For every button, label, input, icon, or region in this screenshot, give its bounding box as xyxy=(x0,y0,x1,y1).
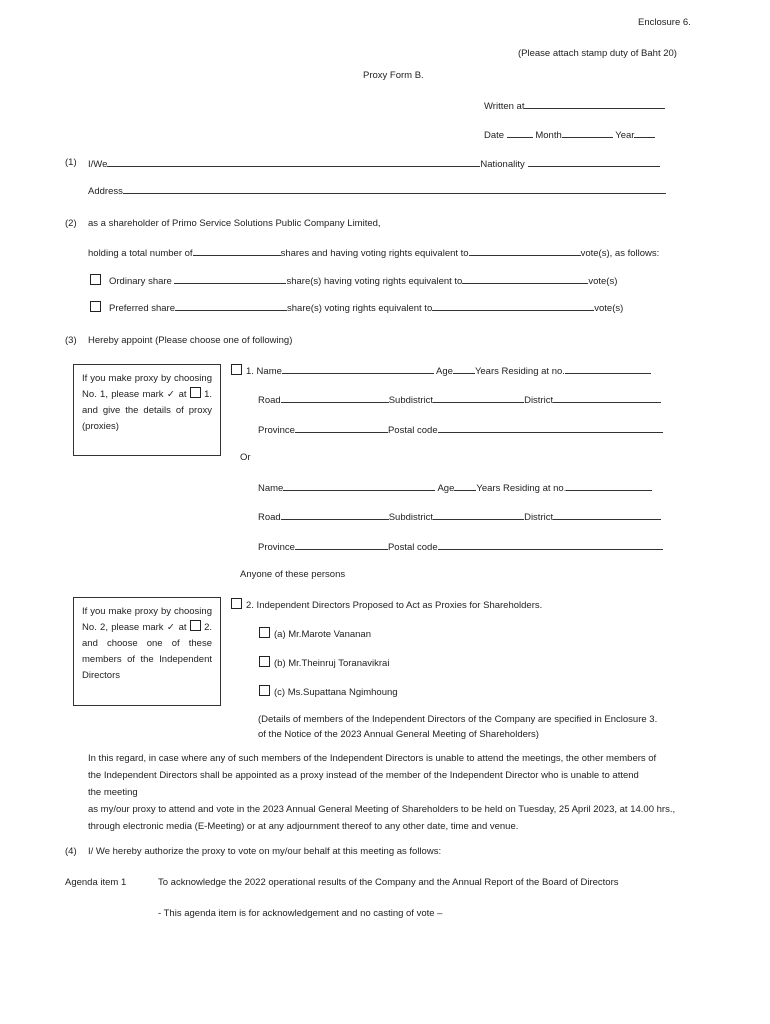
regard-line-5: through electronic media (E-Meeting) or at any adjournment thereof to any other date, time and venue. xyxy=(88,821,519,832)
proxy1-province-row xyxy=(258,423,663,437)
director-a-label: (a) Mr.Marote Vananan xyxy=(274,629,371,640)
proxy2-age-field[interactable] xyxy=(454,481,476,491)
proxy2-district-field[interactable] xyxy=(553,510,661,520)
director-b-checkbox[interactable] xyxy=(259,656,270,667)
written-at-row xyxy=(484,99,665,113)
age-label: Age xyxy=(436,366,453,377)
or-label: Or xyxy=(240,452,251,463)
subdistrict-label-2: Subdistrict xyxy=(388,512,434,523)
shares-rights-label: shares and having voting rights equivalent to xyxy=(280,248,469,259)
name-label: Name xyxy=(258,483,284,494)
date-label: Date xyxy=(484,130,505,141)
instruction-2-text: If you make proxy by choosing No. 2, please mark xyxy=(82,606,212,633)
option1-name-label: 1. Name xyxy=(246,366,282,377)
option1-checkbox[interactable] xyxy=(231,364,242,375)
proxy2-road-field[interactable] xyxy=(281,510,389,520)
proxy2-name-field[interactable] xyxy=(283,481,435,491)
director-c-row xyxy=(259,685,398,699)
option2-label: 2. Independent Directors Proposed to Act as Proxies for Shareholders. xyxy=(246,600,543,611)
proxy1-postal-field[interactable] xyxy=(438,423,663,433)
regard-line-4: as my/our proxy to attend and vote in the 2023 Annual General Meeting of Shareholders to be held on Tuesday, 25 April 2023, at 14.00 hrs., xyxy=(88,804,676,815)
agenda1-note: - This agenda item is for acknowledgement and no casting of vote – xyxy=(158,908,443,919)
proxy1-district-field[interactable] xyxy=(553,393,661,403)
total-shares-field[interactable] xyxy=(193,246,281,256)
written-at-field[interactable] xyxy=(524,99,665,109)
check-mark-icon-2: ✓ xyxy=(166,622,176,633)
proxy1-residing-field[interactable] xyxy=(565,364,651,374)
agenda1-title: To acknowledge the 2022 operational results of the Company and the Annual Report of the Board of Directors xyxy=(158,877,619,888)
checkbox-icon xyxy=(190,387,201,398)
address-label: Address xyxy=(88,186,123,197)
enclosure-label: Enclosure 6. xyxy=(638,17,691,28)
director-a-checkbox[interactable] xyxy=(259,627,270,638)
section1-number: (1) xyxy=(65,157,77,168)
address-row xyxy=(88,184,666,198)
ordinary-votes-field[interactable] xyxy=(462,274,588,284)
total-votes-field[interactable] xyxy=(469,246,581,256)
regard-line-2: the Independent Directors shall be appointed as a proxy instead of the member of the Independent Director who is unable to attend xyxy=(88,770,639,781)
instruction-box-2 xyxy=(73,597,221,706)
stamp-note: (Please attach stamp duty of Baht 20) xyxy=(518,48,677,59)
ordinary-votes-label: vote(s) xyxy=(588,276,618,287)
proxy1-road-row xyxy=(258,393,661,407)
month-field[interactable] xyxy=(562,128,613,138)
ordinary-rights-label: share(s) having voting rights equivalent to xyxy=(286,276,463,287)
director-b-label: (b) Mr.Theinruj Toranavikrai xyxy=(274,658,390,669)
preferred-shares-field[interactable] xyxy=(175,301,287,311)
year-field[interactable] xyxy=(634,128,655,138)
province-label-2: Province xyxy=(258,542,295,553)
check-mark-icon: ✓ xyxy=(166,389,176,400)
preferred-votes-field[interactable] xyxy=(432,301,594,311)
iwe-label: I/We xyxy=(88,159,108,170)
instruction-2-at: at xyxy=(178,622,187,633)
postal-label-2: Postal code xyxy=(387,542,438,553)
proxy2-residing-field[interactable] xyxy=(566,481,652,491)
ordinary-shares-field[interactable] xyxy=(174,274,286,284)
year-label: Year xyxy=(615,130,635,141)
written-at-label: Written at xyxy=(484,101,525,112)
shareholder-prefix: as a shareholder of xyxy=(88,218,170,229)
instruction-1-text: If you make proxy by choosing No. 1, please mark xyxy=(82,373,212,400)
name-row xyxy=(88,157,660,171)
date-row xyxy=(484,128,655,142)
agenda1-label: Agenda item 1 xyxy=(65,877,127,888)
director-c-checkbox[interactable] xyxy=(259,685,270,696)
director-a-row xyxy=(259,627,371,641)
option2-checkbox[interactable] xyxy=(231,598,242,609)
month-label: Month xyxy=(535,130,562,141)
shareholder-line xyxy=(88,218,381,230)
ordinary-share-row xyxy=(90,274,617,288)
proxy1-name-field[interactable] xyxy=(282,364,434,374)
form-title: Proxy Form B. xyxy=(363,70,424,81)
road-label-2: Road xyxy=(258,512,281,523)
section4-number: (4) xyxy=(65,846,77,857)
ordinary-share-checkbox[interactable] xyxy=(90,274,101,285)
residing-label: Years Residing at no. xyxy=(474,366,565,377)
votes-follows-label: vote(s), as follows: xyxy=(580,248,660,259)
preferred-rights-label: share(s) voting rights equivalent to xyxy=(287,303,433,314)
district-label: District xyxy=(524,395,554,406)
checkbox-icon-2 xyxy=(190,620,201,631)
option1-row xyxy=(231,364,651,378)
proxy2-road-row xyxy=(258,510,661,524)
section3-number: (3) xyxy=(65,335,77,346)
proxy1-subdistrict-field[interactable] xyxy=(433,393,524,403)
proxy2-name-row xyxy=(258,481,652,495)
details-line-2: of the Notice of the 2023 Annual General Meeting of Shareholders) xyxy=(258,729,539,740)
residing-label-2: Years Residing at no. xyxy=(476,483,567,494)
subdistrict-label: Subdistrict xyxy=(388,395,434,406)
anyone-label: Anyone of these persons xyxy=(240,569,346,580)
instruction-2-text-2: 2. and choose one of these members of the Independent Directors xyxy=(82,622,213,681)
ordinary-share-label: Ordinary share xyxy=(109,276,172,287)
postal-label: Postal code xyxy=(387,425,438,436)
section4-text: I/ We hereby authorize the proxy to vote on my/our behalf at this meeting as follows: xyxy=(88,846,442,857)
instruction-1-text-2: 1. and give the details of proxy (proxies) xyxy=(82,389,213,432)
company-name: Primo Service Solutions Public Company Limited, xyxy=(171,218,381,229)
appoint-label: Hereby appoint (Please choose one of following) xyxy=(88,335,293,346)
nationality-label: Nationality xyxy=(480,159,525,170)
regard-line-3: the meeting xyxy=(88,787,138,798)
section2-number: (2) xyxy=(65,218,77,229)
option2-row xyxy=(231,598,542,612)
nationality-field[interactable] xyxy=(528,157,660,167)
preferred-share-row xyxy=(90,301,623,315)
director-c-label: (c) Ms.Supattana Ngimhoung xyxy=(274,687,398,698)
preferred-share-checkbox[interactable] xyxy=(90,301,101,312)
proxy2-province-row xyxy=(258,540,663,554)
province-label: Province xyxy=(258,425,295,436)
address-field[interactable] xyxy=(123,184,666,194)
proxy2-postal-field[interactable] xyxy=(438,540,663,550)
proxy1-province-field[interactable] xyxy=(295,423,388,433)
holding-row xyxy=(88,246,659,260)
road-label: Road xyxy=(258,395,281,406)
proxy2-province-field[interactable] xyxy=(295,540,388,550)
instruction-box-1 xyxy=(73,364,221,456)
holding-label: holding a total number of xyxy=(88,248,193,259)
regard-line-1: In this regard, in case where any of such members of the Independent Directors is unable to attend the meetings, the other members of xyxy=(88,753,657,764)
date-field[interactable] xyxy=(507,128,533,138)
director-b-row xyxy=(259,656,389,670)
proxy2-subdistrict-field[interactable] xyxy=(433,510,524,520)
proxy1-road-field[interactable] xyxy=(281,393,389,403)
instruction-1-at: at xyxy=(178,389,187,400)
district-label-2: District xyxy=(524,512,554,523)
iwe-field[interactable] xyxy=(107,157,480,167)
details-line-1: (Details of members of the Independent Directors of the Company are specified in Enclosure 3. xyxy=(258,714,658,725)
proxy1-age-field[interactable] xyxy=(453,364,475,374)
preferred-votes-label: vote(s) xyxy=(594,303,624,314)
age-label-2: Age xyxy=(437,483,455,494)
preferred-share-label: Preferred share xyxy=(109,303,176,314)
